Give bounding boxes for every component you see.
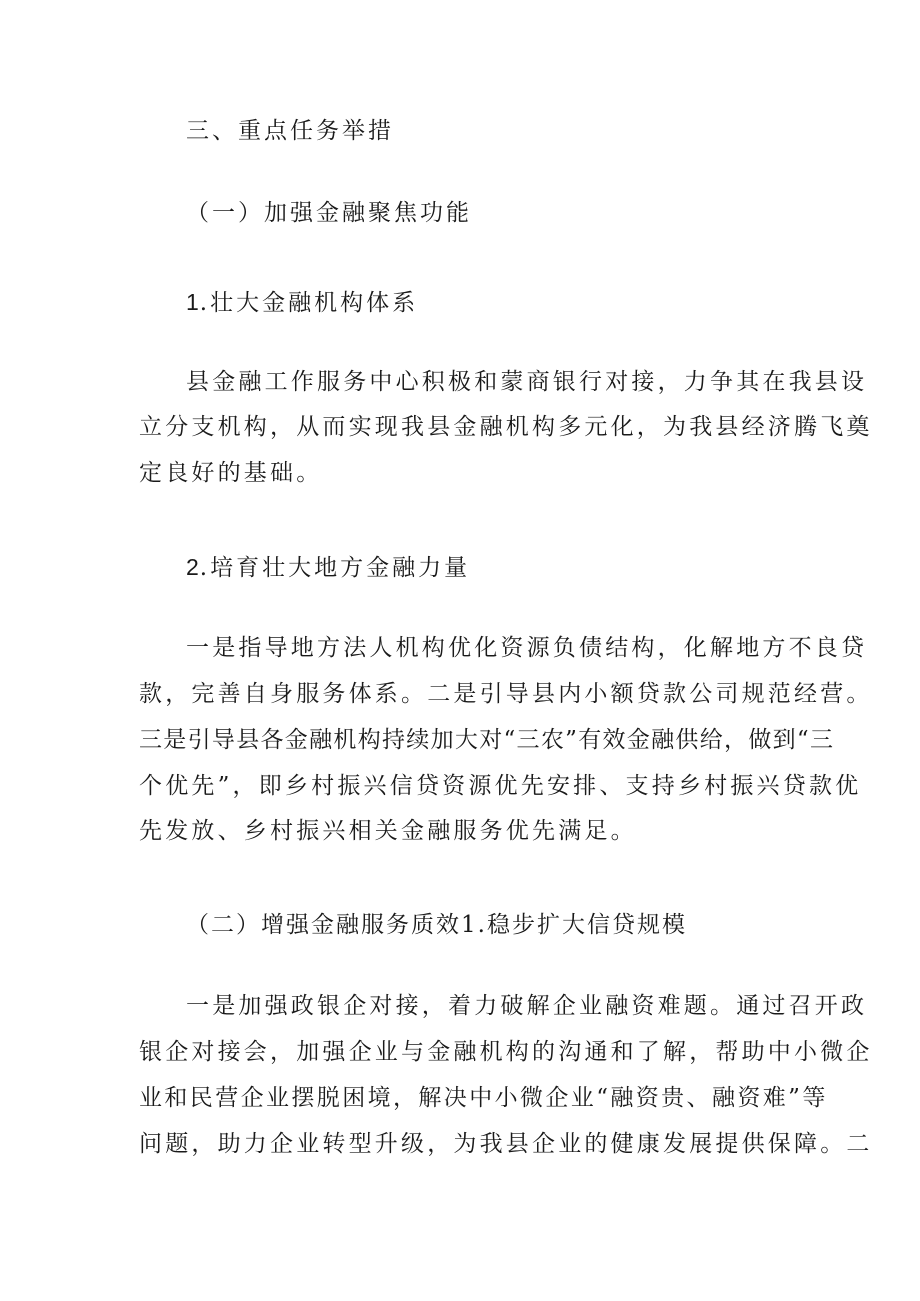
- paragraph-2-line-4: 个优先”，即乡村振兴信贷资源优先安排、支持乡村振兴贷款优: [139, 773, 862, 799]
- item-number-1: 1: [186, 289, 200, 315]
- subsection-heading-2: （二）增强金融服务质效1.稳步扩大信贷规模: [186, 912, 687, 938]
- item-title-1: .壮大金融机构体系: [199, 290, 419, 316]
- paragraph-1-line-1: 县金融工作服务中心积极和蒙商银行对接，力争其在我县设: [186, 369, 868, 395]
- item-title-2: .培育壮大地方金融力量: [199, 555, 471, 581]
- item-heading-1: [186, 287, 418, 318]
- paragraph-3-line-1: 一是加强政银企对接，着力破解企业融资难题。通过召开政: [186, 993, 868, 1019]
- paragraph-3-line-4: 问题，助力企业转型升级，为我县企业的健康发展提供保障。二: [139, 1131, 873, 1157]
- paragraph-1-line-2: 立分支机构，从而实现我县金融机构多元化，为我县经济腾飞奠: [139, 414, 873, 440]
- paragraph-3-line-2: 银企对接会，加强企业与金融机构的沟通和了解，帮助中小微企: [139, 1039, 873, 1065]
- paragraph-1-line-3: 定良好的基础。: [139, 460, 323, 486]
- item-heading-2: [186, 552, 470, 583]
- section-heading: 三、重点任务举措: [186, 118, 394, 144]
- subsection-heading-1: （一）加强金融聚焦功能: [186, 200, 472, 226]
- paragraph-3-line-3: 业和民营企业摆脱困境，解决中小微企业“融资贵、融资难”等: [139, 1085, 828, 1111]
- paragraph-2-line-1: 一是指导地方法人机构优化资源负债结构，化解地方不良贷: [186, 635, 868, 661]
- paragraph-2-line-3: 三是引导县各金融机构持续加大对“三农”有效金融供给，做到“三: [139, 727, 835, 753]
- paragraph-2-line-2: 款，完善自身服务体系。二是引导县内小额贷款公司规范经营。: [139, 681, 873, 707]
- paragraph-2-line-5: 先发放、乡村振兴相关金融服务优先满足。: [139, 818, 637, 844]
- item-number-2: 2: [186, 554, 200, 580]
